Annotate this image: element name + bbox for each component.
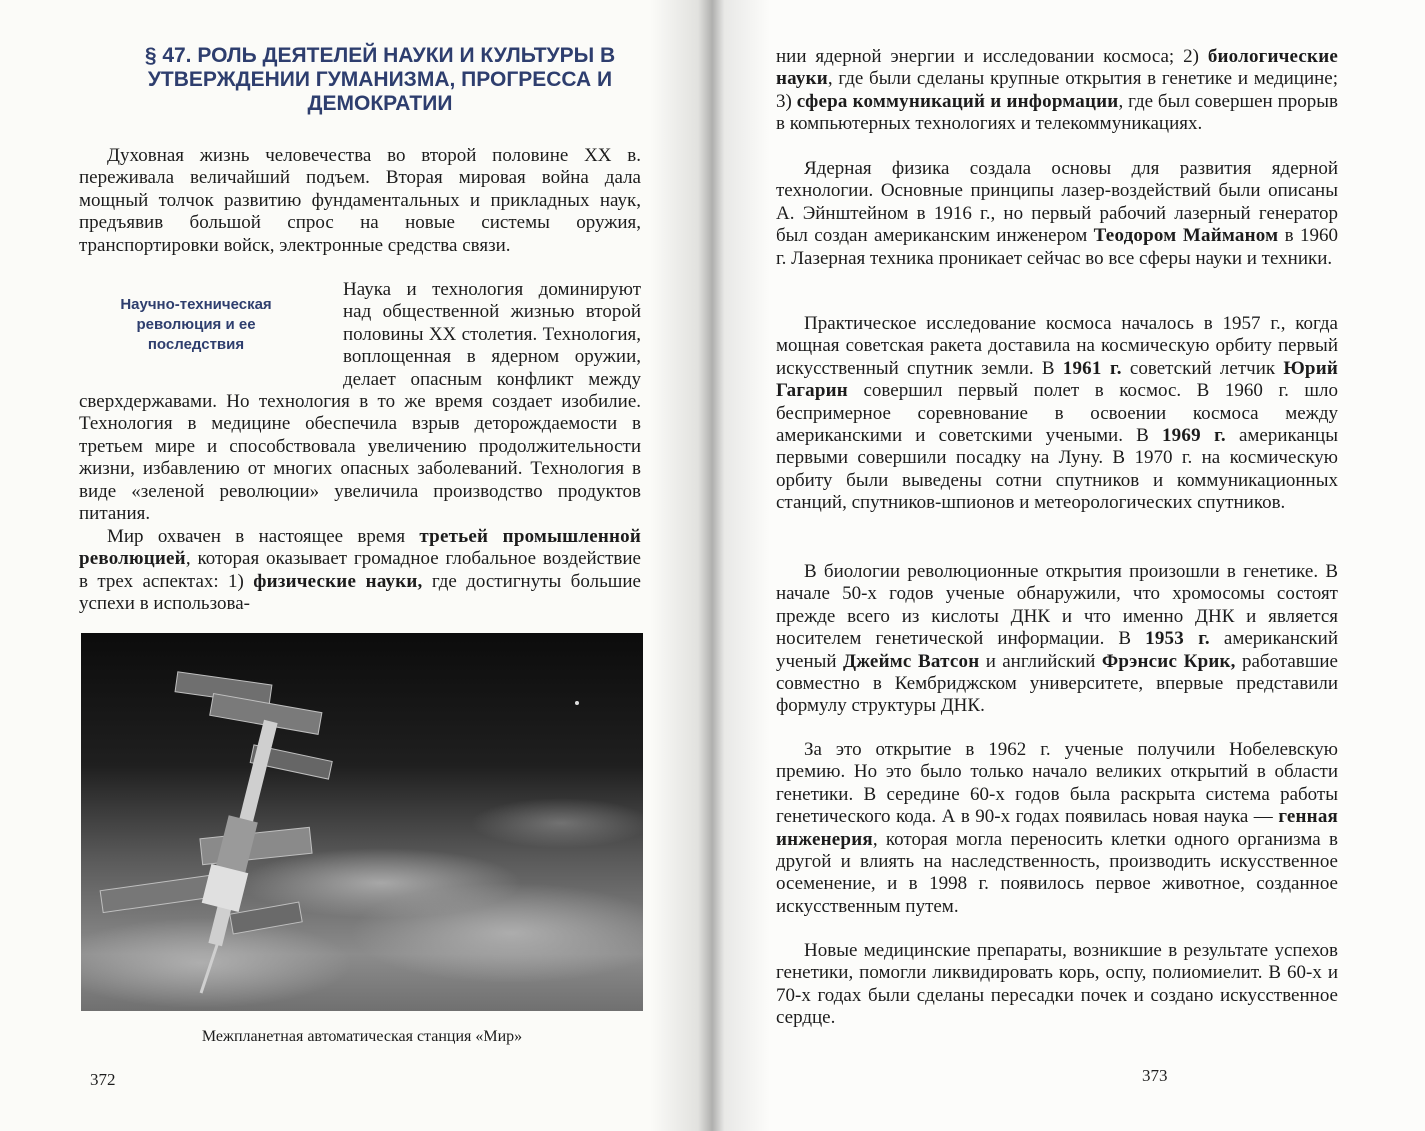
nobel-paragraph: За это открытие в 1962 г. ученые получили Нобелевскую премию. Но это было только начало великих открытий в области генетики. В середине 60-х годов была раскрыта система работы генетического кода. А в 90-х годах появилась новая наука — генная инженерия, которая могла переносить клетки одного организма в другой и влиять на наследственность, производить искусственное осеменение, и в 1998 г. появилось первое животное, созданное искусственным путем. <box>776 739 1338 917</box>
year-1953: 1953 г. <box>1145 628 1210 650</box>
term-biological-sciences: биологические науки <box>776 46 1338 90</box>
medicine-paragraph: Новые медицинские препараты, возникшие в результате успехов генетики, помогли ликвидировать корь, оспу, полиомиелит. В 60-х и 70-х годах были сделаны пересадки почек и создано искусственное сердце. <box>776 940 1338 1029</box>
name-maiman: Теодором Майманом <box>1093 225 1279 247</box>
margin-heading: Научно-техническая революция и ее последствия <box>120 296 272 353</box>
left-page <box>0 0 712 1131</box>
technology-paragraph-text: Наука и технология доминируют над общественной жизнью второй половины XX столетия. Технология, воплощенная в ядерном оружии, делает опасным конфликт между сверхдержавами. Но технология в то же время создает изобилие. Технология в медицине обеспечила взрыв деторождаемости в третьем мире и способствовала увеличению продолжительности жизни, избавлению от многих опасных заболеваний. Технология в виде «зеленой революции» увеличила производство продуктов питания. <box>79 279 641 525</box>
continuation-paragraph: нии ядерной энергии и исследовании космоса; 2) биологические науки, где были сделаны крупные открытия в генетике и медицине; 3) сфера коммуникаций и информации, где был совершен прорыв в компьютерных технологиях и телекоммуникациях. <box>776 46 1338 135</box>
name-gagarin: Юрий Гагарин <box>776 357 1338 402</box>
page-number-right: 373 <box>1142 1066 1168 1085</box>
technology-paragraph <box>79 279 641 525</box>
space-station-photo <box>81 633 643 1011</box>
year-1961: 1961 г. <box>1062 357 1122 379</box>
name-crick: Фрэнсис Крик, <box>1101 650 1236 672</box>
year-1969: 1969 г. <box>1161 425 1226 447</box>
space-station-illustration <box>81 633 643 1011</box>
revolution-paragraph: Мир охвачен в настоящее время третьей промышленной революцией, которая оказывает громадное глобальное воздействие в трех аспектах: 1) физические науки, где достигнуты большие успехи в использова- <box>79 526 641 615</box>
laser-paragraph: Ядерная физика создала основы для развития ядерной технологии. Основные принципы лазер-воздействий были описаны А. Эйнштейном в 1916 г., но первый рабочий лазерный генератор был создан американским инженером Теодором Майманом в 1960 г. Лазерная техника проникает сейчас во все сферы науки и техники. <box>776 158 1338 269</box>
chapter-title: § 47. РОЛЬ ДЕЯТЕЛЕЙ НАУКИ И КУЛЬТУРЫ В УТВЕРЖДЕНИИ ГУМАНИЗМА, ПРОГРЕССА И ДЕМОКРАТИИ <box>144 44 616 115</box>
term-genetic-engineering: генная инженерия <box>776 806 1338 850</box>
term-communications: сфера коммуникаций и информации <box>796 90 1119 112</box>
page-number-left: 372 <box>90 1070 116 1089</box>
term-third-revolution: третьей промышленной революцией <box>79 526 641 570</box>
name-watson: Джеймс Ватсон <box>842 650 980 672</box>
space-paragraph: Практическое исследование космоса началось в 1957 г., когда мощная советская ракета доставила на космическую орбиту первый искусственный спутник земли. В 1961 г. советский летчик Юрий Гагарин совершил первый полет в космос. В 1960 г. шло беспримерное соревнование в освоении космоса между американскими и советскими учеными. В 1969 г. американцы первыми совершили посадку на Луну. В 1970 г. на космическую орбиту были выведены сотни спутников и коммуникационных станций, спутников-шпионов и метеорологических спутников. <box>776 313 1338 514</box>
term-physical-sciences: физические науки, <box>253 570 423 592</box>
intro-paragraph: Духовная жизнь человечества во второй половине XX в. переживала величайший подъем. Вторая мировая война дала мощный толчок развитию фундаментальных и прикладных наук, предъявив большой спрос на новые системы оружия, транспортировки войск, электронные средства связи. <box>79 145 641 256</box>
genetics-paragraph: В биологии революционные открытия произошли в генетике. В начале 50-х годов ученые обнаружили, что хромосомы состоят прежде всего из кислоты ДНК и что именно ДНК и является носителем генетической информации. В 1953 г. американский ученый Джеймс Ватсон и английский Фрэнсис Крик, работавшие совместно в Кембриджском университете, впервые представили формулу структуры ДНК. <box>776 561 1339 717</box>
photo-caption: Межпланетная автоматическая станция «Мир» <box>201 1028 523 1045</box>
